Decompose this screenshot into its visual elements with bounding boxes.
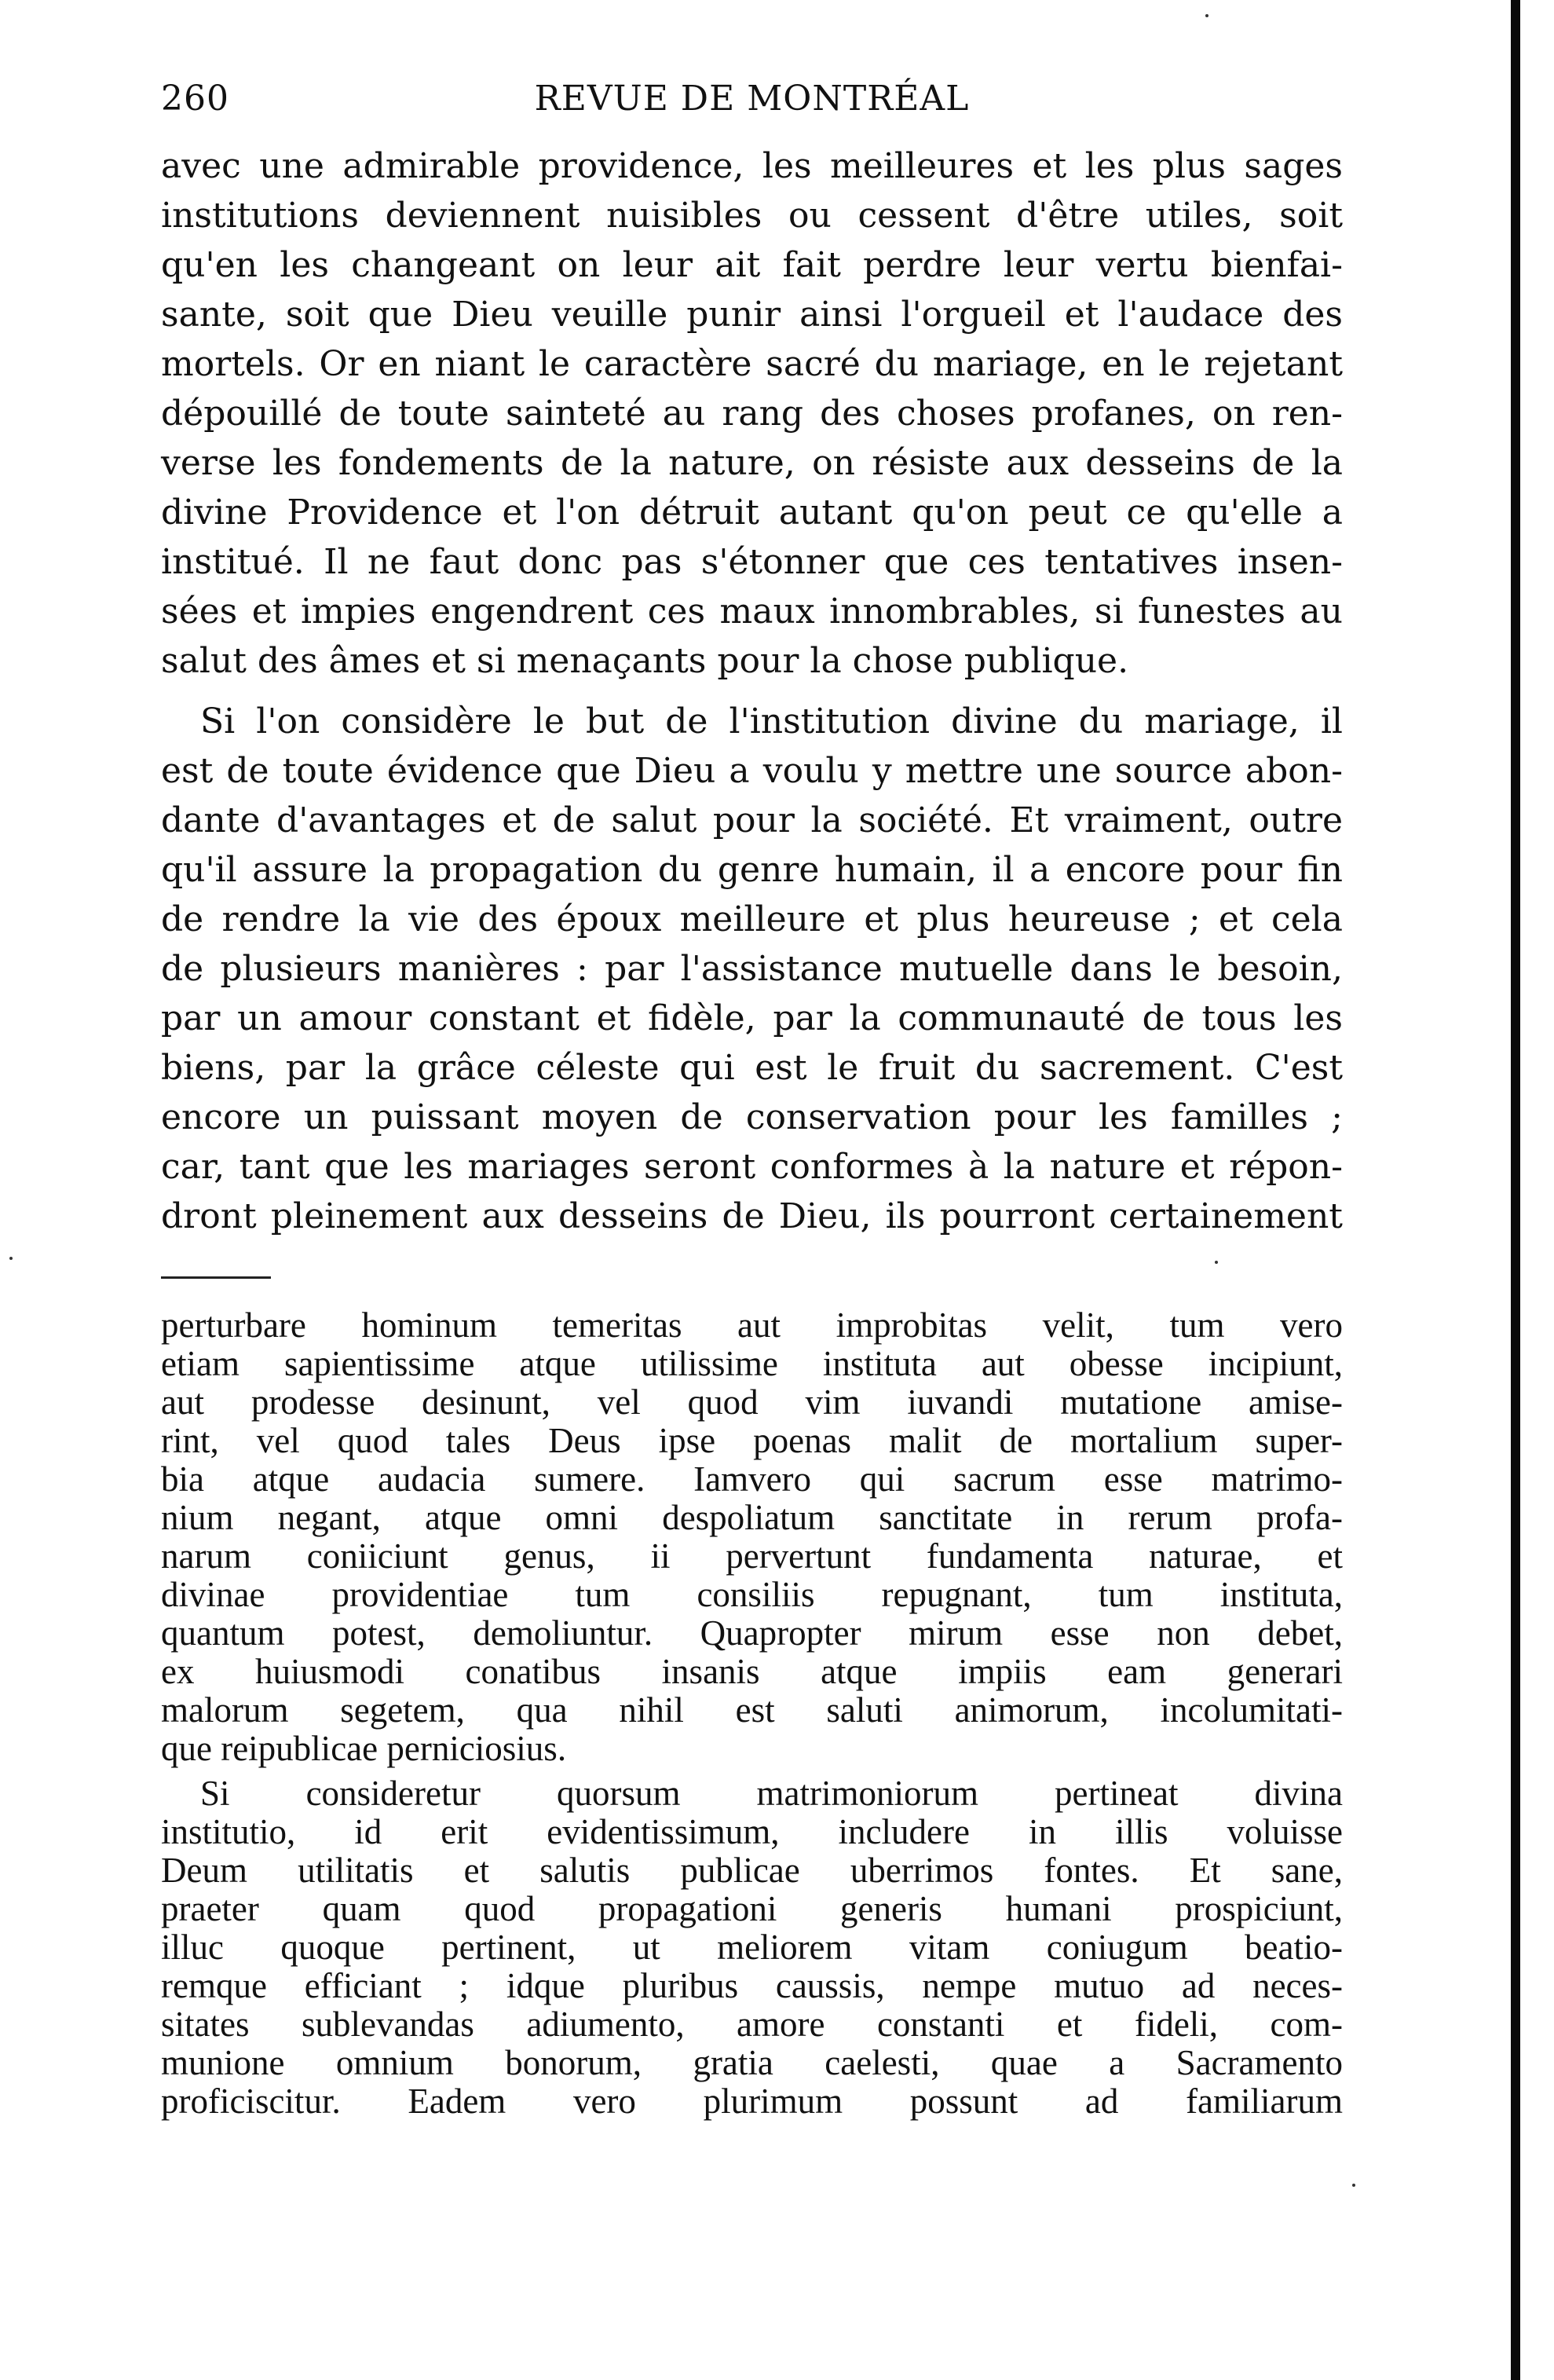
footnote-line: nium negant, atque omni despoliatum sanctitate in rerum profa- [161, 1498, 1343, 1537]
footnote-line: sitates sublevandas adiumento, amore constanti et fideli, com- [161, 2005, 1343, 2044]
footnote-line: perturbare hominum temeritas aut improbitas velit, tum vero [161, 1305, 1343, 1345]
running-head [161, 71, 1343, 141]
footnote-line: aut prodesse desinunt, vel quod vim iuvandi mutatione amise- [161, 1382, 1343, 1422]
text-line: biens, par la grâce céleste qui est le fruit du sacrement. C'est [161, 1048, 1343, 1088]
text-line: avec une admirable providence, les meilleures et les plus sages [161, 146, 1343, 186]
main-text [161, 141, 1343, 1241]
text-line: encore un puissant moyen de conservation pour les familles ; [161, 1097, 1343, 1137]
text-line: institué. Il ne faut donc pas s'étonner que ces tentatives insen- [161, 542, 1343, 582]
footnote-line: rint, vel quod tales Deus ipse poenas malit de mortalium super- [161, 1421, 1343, 1460]
text-line: divine Providence et l'on détruit autant qu'on peut ce qu'elle a [161, 492, 1343, 533]
text-line: sées et impies engendrent ces maux innombrables, si funestes au [161, 591, 1343, 632]
footnote-line: bia atque audacia sumere. Iamvero qui sacrum esse matrimo- [161, 1459, 1343, 1499]
text-line: qu'en les changeant on leur ait fait perdre leur vertu bienfai- [161, 245, 1343, 285]
text-line: sante, soit que Dieu veuille punir ainsi l'orgueil et l'audace des [161, 295, 1343, 335]
footnote-line: Si consideretur quorsum matrimoniorum pertineat divina [200, 1774, 1343, 1813]
footnote-line: que reipublicae perniciosius. [161, 1729, 567, 1768]
footnote-line: praeter quam quod propagationi generis humani prospiciunt, [161, 1889, 1343, 1928]
footnote-line: Deum utilitatis et salutis publicae uberrimos fontes. Et sane, [161, 1851, 1343, 1890]
text-line: par un amour constant et fidèle, par la communauté de tous les [161, 998, 1343, 1038]
text-line: verse les fondements de la nature, on résiste aux desseins de la [161, 443, 1343, 483]
footnote-line: proficiscitur. Eadem vero plurimum possunt ad familiarum [161, 2082, 1343, 2121]
footnote-line: ex huiusmodi conatibus insanis atque impiis eam generari [161, 1652, 1343, 1691]
footnote-line: illuc quoque pertinent, ut meliorem vitam coniugum beatio- [161, 1928, 1343, 1967]
main-paragraph [161, 141, 1343, 686]
footnote-paragraph [161, 1774, 1343, 2121]
footnote-line: institutio, id erit evidentissimum, includere in illis voluisse [161, 1812, 1343, 1851]
footnote-line: munione omnium bonorum, gratia caelesti, quae a Sacramento [161, 2043, 1343, 2082]
footnote-line: quantum potest, demoliuntur. Quapropter mirum esse non debet, [161, 1613, 1343, 1653]
main-paragraph [161, 697, 1343, 1241]
footnote-line: remque efficiant ; idque pluribus caussis, nempe mutuo ad neces- [161, 1966, 1343, 2005]
book-page [161, 71, 1343, 2127]
text-line: institutions deviennent nuisibles ou cessent d'être utiles, soit [161, 196, 1343, 236]
text-line: est de toute évidence que Dieu a voulu y mettre une source abon- [161, 751, 1343, 791]
page-number: 260 [161, 79, 229, 119]
print-speck [9, 1257, 13, 1260]
page-edge-bar [1511, 0, 1520, 2380]
journal-title: REVUE DE MONTRÉAL [534, 79, 970, 119]
footnote-paragraph [161, 1306, 1343, 1768]
print-speck [1352, 2184, 1355, 2187]
text-line: qu'il assure la propagation du genre humain, il a encore pour fin [161, 850, 1343, 890]
text-line: salut des âmes et si menaçants pour la chose publique. [161, 641, 1129, 681]
text-line: de rendre la vie des époux meilleure et plus heureuse ; et cela [161, 899, 1343, 939]
text-line: dépouillé de toute sainteté au rang des choses profanes, on ren- [161, 394, 1343, 434]
footnote-line: etiam sapientissime atque utilissime instituta aut obesse incipiunt, [161, 1344, 1343, 1383]
text-line: car, tant que les mariages seront conformes à la nature et répon- [161, 1147, 1343, 1187]
print-speck [1205, 14, 1208, 17]
text-line: Si l'on considère le but de l'institution divine du mariage, il [200, 701, 1343, 741]
text-line: de plusieurs manières : par l'assistance mutuelle dans le besoin, [161, 949, 1343, 989]
footnote-line: divinae providentiae tum consiliis repugnant, tum instituta, [161, 1575, 1343, 1614]
footnote-latin-text [161, 1306, 1343, 2121]
text-line: dante d'avantages et de salut pour la société. Et vraiment, outre [161, 800, 1343, 840]
footnote-line: malorum segetem, qua nihil est saluti animorum, incolumitati- [161, 1690, 1343, 1730]
text-line: dront pleinement aux desseins de Dieu, ils pourront certainement [161, 1196, 1343, 1236]
text-line: mortels. Or en niant le caractère sacré du mariage, en le rejetant [161, 344, 1343, 384]
footnote-rule [161, 1276, 271, 1279]
footnote-line: narum coniiciunt genus, ii pervertunt fundamenta naturae, et [161, 1536, 1343, 1576]
